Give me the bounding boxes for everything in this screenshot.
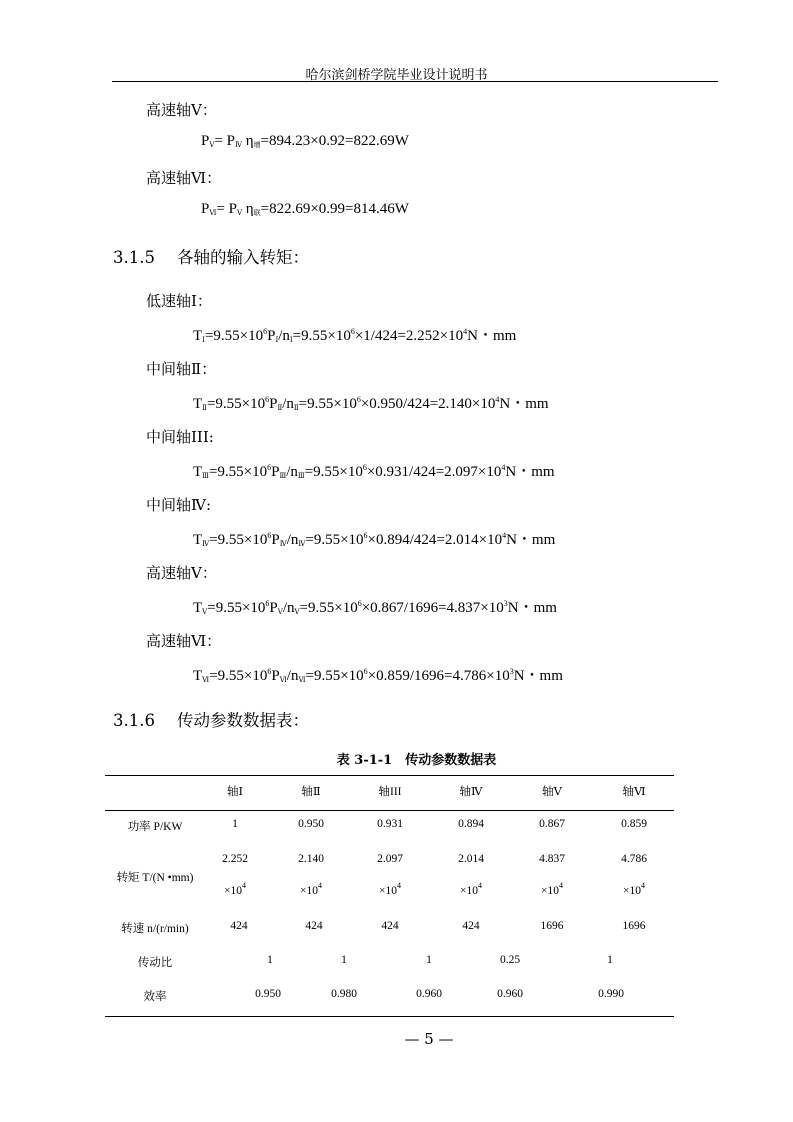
table-cell-exponent: $\times 10^4$ [300, 881, 322, 897]
page-number: — 5 — [404, 1030, 454, 1048]
torque-formula-3: $T_Ⅲ=9.55\times 10^6P_Ⅲ/n_Ⅲ=9.55\times 10^6\times 0.931/424=2.097\times 10^4N$・mm [193, 463, 555, 480]
power-formula-6: $P_Ⅵ= P_Ⅴ$ $\eta_联=822.69\times 0.99=814.46W$ [201, 201, 409, 217]
shaft-label-6-power: 高速轴Ⅵ： [146, 169, 222, 187]
table-cell-exponent: $\times 10^4$ [224, 881, 246, 897]
table-cell-exponent: $\times 10^4$ [379, 881, 401, 897]
column-header: 轴Ⅵ [622, 786, 646, 798]
table-cell: 4.837 [539, 853, 565, 865]
section-heading-3-1-5: 3.1.5 各轴的输入转矩： [113, 248, 309, 267]
table-cell: 2.140 [298, 853, 324, 865]
table-cell: 424 [305, 920, 323, 932]
column-header: 轴III [378, 786, 402, 798]
table-cell-exponent: $\times 10^4$ [623, 881, 645, 897]
torque-formula-6: $T_Ⅵ=9.55\times 10^6P_Ⅵ/n_Ⅵ=9.55\times 10^6\times 0.859/1696=4.786\times 10^3N$・mm [193, 667, 563, 684]
table-cell-exponent: $\times 10^4$ [460, 881, 482, 897]
table-cell: 0.950 [298, 818, 324, 830]
table-cell: 424 [462, 920, 480, 932]
table-cell: 2.097 [377, 853, 403, 865]
table-cell: 0.894 [458, 818, 484, 830]
shaft-label-5: 高速轴Ⅴ： [146, 564, 217, 582]
row-label-torque: 转矩 T/(N •mm) [116, 872, 194, 884]
row-label-efficiency: 效率 [143, 991, 167, 1003]
table-cell-exponent: $\times 10^4$ [541, 881, 563, 897]
table-cell: 1696 [622, 920, 646, 932]
table-cell: 1 [232, 818, 238, 830]
table-bottom-rule [105, 1016, 674, 1017]
table-cell: 424 [230, 920, 248, 932]
row-label-speed: 转速 n/(r/min) [121, 923, 189, 935]
table-cell: 0.980 [331, 988, 357, 1000]
column-header: 轴Ⅰ [226, 786, 244, 798]
power-formula-5: $P_Ⅴ= P_Ⅳ$ $\eta_增=894.23\times 0.92=822.69W$ [201, 133, 409, 149]
column-header: 轴Ⅴ [542, 786, 562, 798]
table-cell: 1 [426, 954, 432, 966]
shaft-label-6: 高速轴Ⅵ： [146, 632, 222, 650]
table-cell: 2.252 [222, 853, 248, 865]
torque-formula-5: $T_Ⅴ=9.55\times 10^6P_Ⅴ/n_Ⅴ=9.55\times 10^6\times 0.867/1696=4.837\times 10^3N$・mm [193, 599, 557, 616]
table-cell: 0.867 [539, 818, 565, 830]
torque-formula-2: $T_Ⅱ=9.55\times 10^6P_Ⅱ/n_Ⅱ=9.55\times 10^6\times 0.950/424=2.140\times 10^4N$・mm [193, 395, 549, 412]
row-label-power: 功率 P/KW [127, 821, 183, 833]
row-label-ratio: 传动比 [137, 957, 173, 969]
torque-formula-1: $T_Ⅰ=9.55\times 10^6P_Ⅰ/n_Ⅰ=9.55\times 10^6\times 1/424=2.252\times 10^4N$・mm [193, 327, 517, 344]
shaft-label-5-power: 高速轴Ⅴ： [146, 101, 217, 119]
table-cell: 0.859 [621, 818, 647, 830]
table-caption: 表 3-1-1 传动参数数据表 [336, 753, 497, 768]
table-header-rule [105, 810, 674, 811]
shaft-label-1: 低速轴I： [146, 292, 212, 310]
table-cell: 0.960 [497, 988, 523, 1000]
table-cell: 4.786 [621, 853, 647, 865]
torque-formula-4: $T_Ⅳ=9.55\times 10^6P_Ⅳ/n_Ⅳ=9.55\times 10^6\times 0.894/424=2.014\times 10^4N$・mm [193, 531, 556, 548]
table-top-rule [105, 775, 674, 776]
column-header: 轴Ⅳ [459, 786, 483, 798]
table-cell: 0.950 [255, 988, 281, 1000]
shaft-label-3: 中间轴III: [146, 428, 214, 446]
table-cell: 1696 [540, 920, 564, 932]
shaft-label-4: 中间轴Ⅳ: [146, 496, 212, 514]
table-cell: 0.25 [499, 954, 521, 966]
table-cell: 1 [341, 954, 347, 966]
shaft-label-2: 中间轴Ⅱ： [146, 360, 217, 378]
page-header: 哈尔滨剑桥学院毕业设计说明书 [305, 68, 488, 83]
table-cell: 424 [381, 920, 399, 932]
section-heading-3-1-6: 3.1.6 传动参数数据表： [113, 711, 309, 730]
header-rule [112, 81, 718, 82]
table-cell: 1 [607, 954, 613, 966]
column-header: 轴Ⅱ [301, 786, 321, 798]
table-cell: 0.990 [598, 988, 624, 1000]
table-cell: 1 [267, 954, 273, 966]
table-cell: 0.931 [377, 818, 403, 830]
table-cell: 0.960 [416, 988, 442, 1000]
table-cell: 2.014 [458, 853, 484, 865]
